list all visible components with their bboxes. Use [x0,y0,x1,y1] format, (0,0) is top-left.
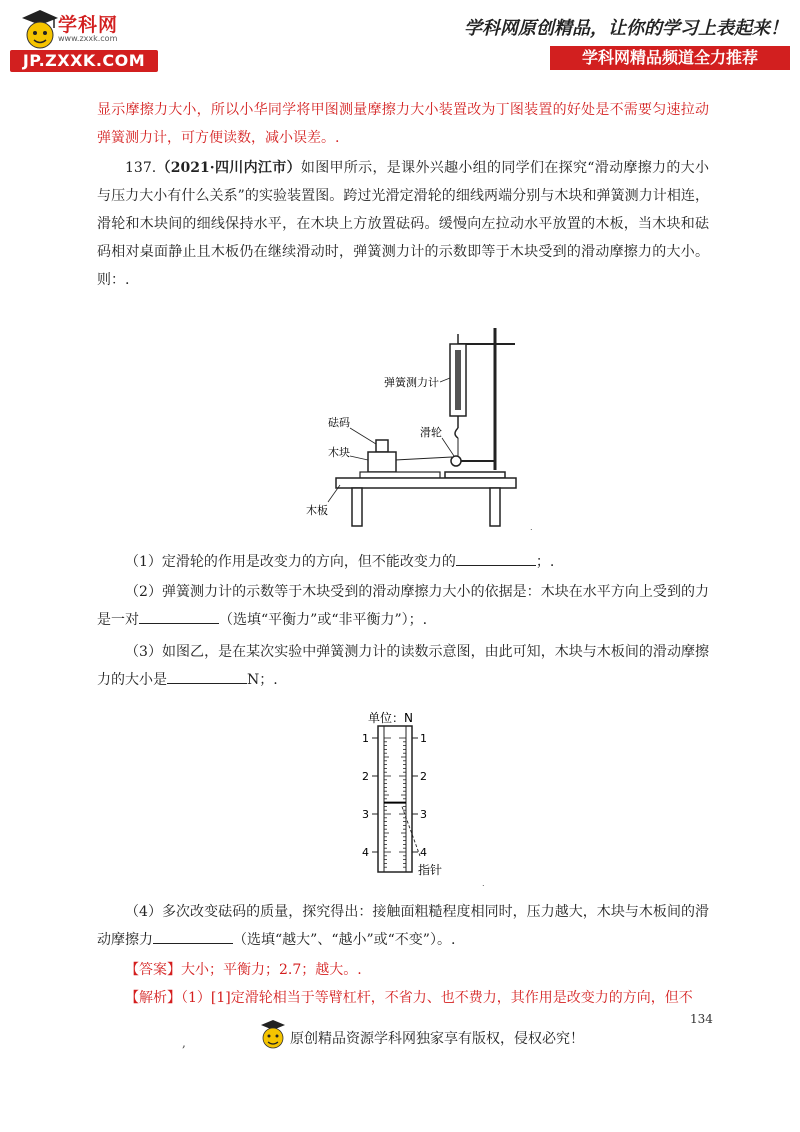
sub-question-1 [97,548,709,576]
answer-tag: 【答案】 [125,962,181,978]
sub-question-2-tail: （选填“平衡力”或“非平衡力”）；. [219,612,428,628]
sub-question-3-tail: N；. [247,672,278,688]
scale-label-right: 3 [420,808,427,821]
header-slogan: 学科网原创精品，让你的学习上表起来！ [464,18,788,39]
label-pulley: 滑轮 [420,426,442,439]
sub-question-4 [97,898,709,954]
spring-scale-hook [455,428,458,438]
experiment-apparatus-figure [300,320,540,535]
answer-blank-1[interactable] [456,551,536,566]
question-source: （2021·四川内江市） [156,160,301,176]
table-leg-right [490,488,500,526]
header-banner: 学科网精品频道全力推荐 [550,46,790,70]
sub-question-3 [97,638,709,694]
scale-label-left: 2 [362,770,369,783]
label-spring-scale: 弹簧测力计 [384,376,439,389]
pulley-wheel [451,456,461,466]
svg-text:.: . [482,879,485,888]
logo-brand: 学科网 [58,14,119,36]
scale-label-left: 1 [362,732,369,745]
spring-scale-reading-figure [340,708,500,888]
stand-base [445,472,505,478]
answer-blank-4[interactable] [153,929,233,944]
question-137 [97,154,709,294]
scale-unit-label: 单位：N [368,711,413,725]
answer-blank-2[interactable] [139,609,219,624]
answer-blank-3[interactable] [167,669,247,684]
sub-question-2-text: （2）弹簧测力计的示数等于木块受到的滑动摩擦力大小的依据是：木块在水平方向上受到的力是一对 [97,584,709,628]
svg-text:.: . [530,523,533,532]
scale-label-right: 1 [420,732,427,745]
footer-mark: , [182,1036,186,1050]
mascot-icon [16,8,60,56]
question-number: 137. [125,160,157,176]
footer-mascot-icon [258,1018,288,1052]
label-block: 木块 [328,446,350,459]
sub-question-2 [97,578,709,634]
scale-tube [378,726,412,872]
sub-question-1-tail: ；. [535,554,555,570]
weight-mass [376,440,388,452]
table-top [336,478,516,488]
label-weight: 砝码 [328,416,350,429]
scale-label-right: 2 [420,770,427,783]
analysis-tag: 【解析】 [125,990,181,1006]
scale-label-right: 4 [420,846,427,859]
analysis-line [97,984,709,1012]
sub-question-4-text: （4）多次改变砝码的质量，探究得出：接触面粗糙程度相同时，压力越大，木块与木板间的滑动摩擦力 [97,904,709,948]
footer-copyright: 原创精品资源学科网独家享有版权，侵权必究！ [290,1031,584,1047]
question-text: 如图甲所示，是课外兴趣小组的同学们在探究“滑动摩擦力的大小与压力大小有什么关系”的实验装置图。跨过光滑定滑轮的细线两端分别与木块和弹簧测力计相连，滑轮和木块间的细线保持水平，在木块上方放置砝码。缓慢向左拉动水平放置的木板，当木块和砝码相对桌面静止且木板仍在继续滑动时，弹簧测力计的示数即等于木块受到的滑动摩擦力的大小。则：. [97,160,709,288]
logo-brand-small: www.zxxk.com [58,34,118,43]
sub-question-1-text: （1）定滑轮的作用是改变力的方向，但不能改变力的 [125,554,456,570]
scale-label-left: 3 [362,808,369,821]
table-leg-left [352,488,362,526]
page-number: 134 [690,1012,713,1026]
wooden-board [360,472,440,478]
wooden-block [368,452,396,472]
intro-analysis-text: 显示摩擦力大小，所以小华同学将甲图测量摩擦力大小装置改为丁图装置的好处是不需要匀速拉动弹簧测力计，可方便读数，减小误差。. [97,102,709,146]
sub-question-3-text: （3）如图乙，是在某次实验中弹簧测力计的读数示意图，由此可知，木块与木板间的滑动摩擦力的大小是 [97,644,709,688]
pointer-label: 指针 [418,863,443,877]
answer-line [97,956,709,984]
answer-text: 大小；平衡力；2.7；越大。. [181,962,362,978]
sub-question-4-tail: （选填“越大”、“越小”或“不变”）。. [233,932,456,948]
analysis-text: （1）[1]定滑轮相当于等臂杠杆，不省力、也不费力，其作用是改变力的方向，但不 [181,990,693,1006]
spring-scale-inner [455,350,461,410]
label-board: 木板 [306,504,328,517]
logo-url[interactable]: JP.ZXXK.COM [10,50,158,72]
scale-label-left: 4 [362,846,369,859]
